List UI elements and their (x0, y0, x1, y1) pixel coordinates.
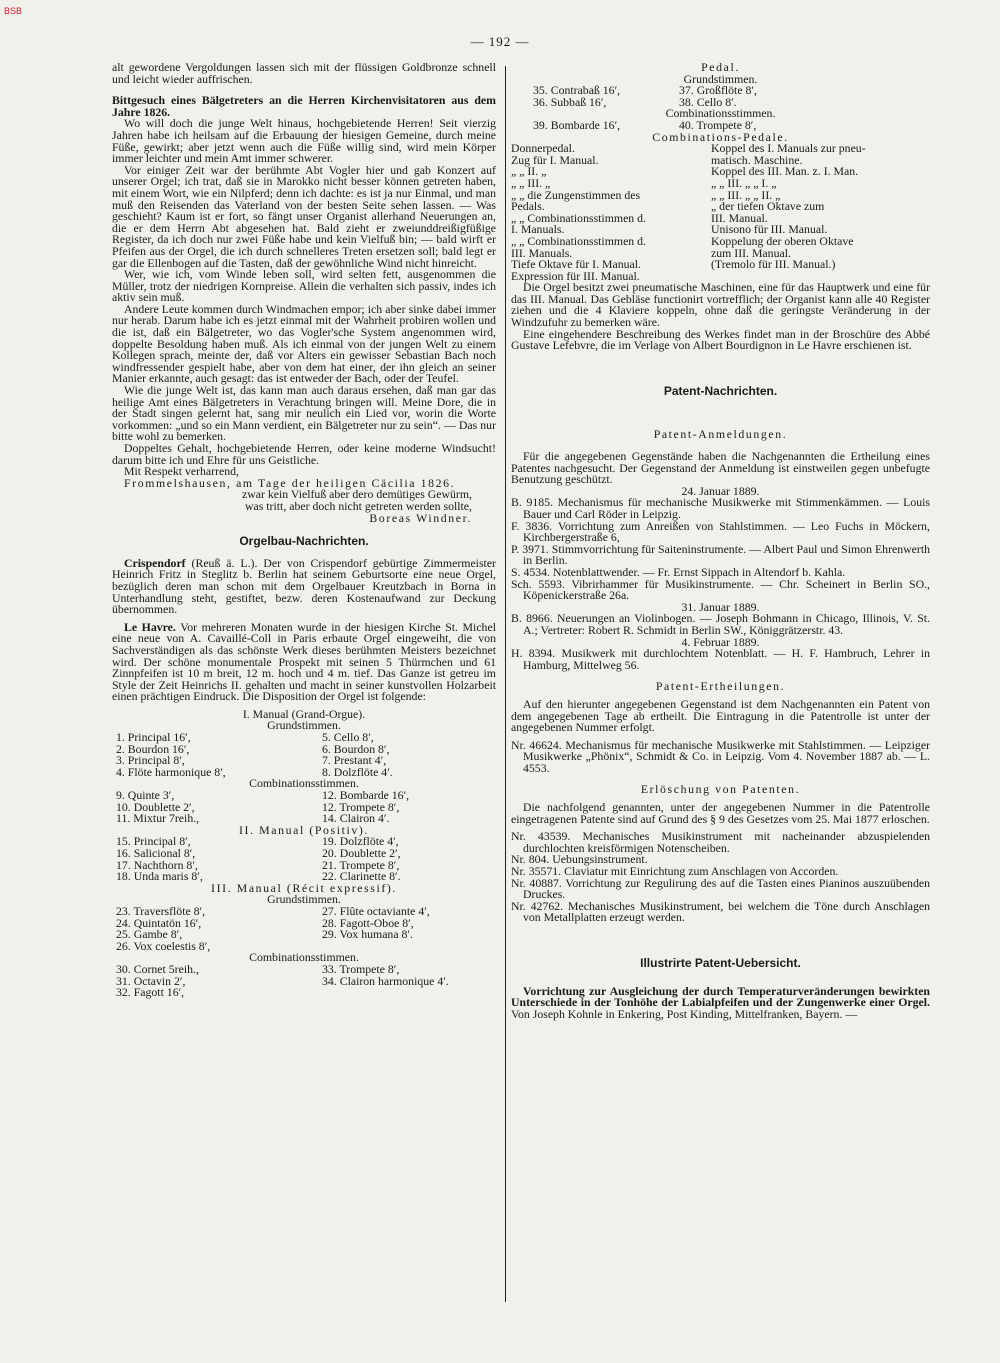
right-column (511, 62, 930, 1020)
table-cell: „ „ III. „ „ II. „ (711, 187, 781, 202)
patent-entry: Nr. 40887. Vorrichtung zur Regulirung des auf die Tasten eines Pianinos auszuübenden Druckes. (511, 875, 930, 902)
column-divider (505, 66, 506, 1302)
patent-heading: Patent-Nachrichten. (663, 383, 778, 398)
pedal-subtitle: Combinationsstimmen. (665, 106, 776, 121)
table-cell: Pedals. (511, 199, 545, 214)
left-column (112, 62, 496, 999)
stop-table (511, 85, 930, 108)
table-cell: 17. Nachthorn 8′, (116, 857, 198, 872)
combination-pedals-title: Combinations-Pedale. (652, 129, 789, 144)
table-cell (322, 987, 496, 999)
patent-entry: Nr. 42762. Mechanisches Musikinstrument, bei welchem die Töne durch Anschlagen von Metallplatten erzeugt werden. (511, 898, 930, 925)
table-cell: 32. Fagott 16′, (116, 985, 185, 1000)
pedal-title: Pedal. (701, 60, 740, 74)
table-cell: I. Manuals. (511, 222, 565, 237)
table-cell: „ „ Combinationsstimmen d. (511, 210, 646, 225)
patent-entry: P. 3971. Stimmvorrichtung für Saiteninstrumente. — Albert Paul und Simon Ehrenwerth in Berlin. (511, 541, 930, 568)
library-stamp: BSB (4, 6, 23, 16)
crispendorf-text: (Reuß ä. L.). Der von Crispendorf gebürtige Zimmermeister Heinrich Fritz in Steglitz b. Berlin hat seinem Geburtsorte eine neue Orgel, bezüglich deren man schon mit dem Orgelbauer Kreutzbach in Borna in Unterhandlung steht, gestiftet, bezw. deren Kostenaufwand zur Deckung übernommen. (112, 555, 496, 617)
petition-paragraph: Doppeltes Gehalt, hochgebietende Herren, oder keine moderne Windsucht! darum bitte ich und Ehre für uns Geistliche. (112, 441, 496, 467)
table-cell: 16. Salicional 8′, (116, 846, 196, 860)
table-cell: „ „ Combinationsstimmen d. (511, 233, 646, 248)
table-cell: 38. Cello 8′. (679, 94, 737, 109)
table-cell: 24. Quintatön 16′, (116, 915, 202, 930)
table-cell: 22. Clarinette 8′. (322, 869, 401, 884)
table-cell: „ „ die Zungenstimmen des (511, 187, 641, 202)
date-line: 31. Januar 1889. (681, 599, 760, 614)
petition-paragraph: Wer, wie ich, vom Winde leben soll, wird selten fett, ausgenommen die Müller, trotz der niedrigen Kornpreise. Allein die verhalten sich passiv, indes ich aktiv sein muß. (112, 267, 496, 305)
table-cell: 12. Bombarde 16′, (322, 788, 410, 803)
patent-list (511, 497, 930, 601)
paragraph: Für die angegebenen Gegenstände haben die Nachgenannten die Ertheilung eines Patentes nachgesucht. Der Gegenstand der Anmeldung ist einstweilen gegen unbefugte Benutzung geschützt. (511, 449, 930, 487)
patent-entry: Nr. 35571. Claviatur mit Einrichtung zum Anschlagen von Accorden. (511, 864, 839, 879)
table-cell: 40. Trompete 8′, (679, 117, 757, 132)
patent-entry: Nr. 46624. Mechanismus für mechanische Musikwerke mit Stahlstimmen. — Leipziger Musikwerke „Phönix“, Schmidt & Co. in Leipzig. Vom 4. November 1887 ab. — L. 4553. (511, 737, 930, 775)
table-cell: 2. Bourdon 16′, (116, 741, 190, 756)
pedal-subtitle: Grundstimmen. (683, 71, 758, 86)
table-cell: 25. Gambe 8′, (116, 927, 183, 942)
date-line: 4. Februar 1889. (681, 634, 760, 649)
uebersicht-heading: Illustrirte Patent-Uebersicht. (640, 956, 801, 970)
petition-body (112, 118, 496, 466)
patent-entry: H. 8394. Musikwerk mit durchlochtem Notenblatt. — H. F. Hambruch, Lehrer in Hamburg, Mittelweg 56. (511, 646, 930, 672)
paragraph: Auf den hierunter angegebenen Gegenstand ist dem Nachgenannten ein Patent von dem angegebenen Tage ab ertheilt. Die Eintragung in die Patentrolle ist unter der angegebenen Nummer erfolgt. (511, 696, 930, 735)
stop-table (112, 903, 496, 953)
final-text: Von Joseph Kohnle in Enkering, Post Kinding, Mittelfranken, Bayern. — (511, 1006, 858, 1021)
havre-text: Vor mehreren Monaten wurde in der hiesigen Kirche St. Michel eine neue von A. Cavaillé-Coll in Paris erbaute Orgel eingeweiht, die von Sachverständigen als das schönste Werk dieses berühmten Meisters bezeichnet wird. Der schöne monumentale Prospekt mit seinen 5 Thürmchen und 61 Zinnpfeifen ist 10 m breit, 12 m. hoch und 4 m. tief. Das Ganze ist getreu im Style der Zeit Heinrichs II. gehalten und macht in seiner kunstvollen Holzarbeit einen prächtigen Eindruck. Die Disposition der Orgel ist folgende: (112, 619, 496, 704)
patent-list (511, 613, 930, 636)
section-subtitle: Patent-Anmeldungen. (653, 427, 788, 442)
table-cell: Zug für I. Manual. (511, 152, 599, 167)
patent-entry: B. 9185. Mechanismus für mechanische Musikwerke mit Stimmenkämmen. — Louis Bauer und Carl Röder in Leipzig. (511, 495, 930, 521)
table-cell: 12. Trompete 8′, (322, 799, 400, 814)
combination-pedals-table (511, 143, 930, 282)
table-cell: 28. Fagott-Oboe 8′, (322, 915, 414, 930)
patent-entry: F. 3836. Vorrichtung zum Anreißen von Stahlstimmen. — Leo Fuchs in Möckern, Kirchbergerstraße 6, (511, 518, 930, 545)
crispendorf-article (112, 555, 496, 617)
petition-paragraph: Wo will doch die junge Welt hinaus, hochgebietende Herren! Seit vierzig Jahren habe ich heilsam auf die Erbauung der hiesigen Gemeine, durch meine Füße, gewirkt; aber jetzt wenn auch die Füße willig sind, wird mein Körper immer leichter und mein Amt immer schwerer. (112, 116, 496, 166)
table-cell: 39. Bombarde 16′, (533, 117, 621, 132)
section-subtitle: Erlöschung von Patenten. (640, 782, 801, 797)
final-title: Vorrichtung zur Ausgleichung der durch Temperaturveränderungen bewirkten Unterschiede in der Tonhöhe der Labialpfeifen und der Zungenwerke einer Orgel. (511, 983, 930, 1010)
table-cell: 19. Dolzflöte 4′, (322, 834, 399, 849)
table-cell: Koppelung der oberen Oktave (711, 233, 854, 248)
table-cell: 6. Bourdon 8′, (322, 741, 390, 756)
page-number: — 192 — (470, 34, 530, 49)
patent-list (511, 831, 930, 924)
patent-entry: Nr. 804. Uebungsinstrument. (511, 852, 648, 867)
table-cell: (Tremolo für III. Manual.) (711, 257, 836, 272)
havre-title: Le Havre. (124, 619, 176, 634)
table-cell: 4. Flöte harmonique 8′, (116, 764, 226, 779)
patent-entry: B. 8966. Neuerungen an Violinbogen. — Joseph Bohmann in Chicago, Illinois, V. St. A.; Vertreter: Robert R. Schmidt in Berlin SW., Königgrätzerstr. 43. (511, 611, 930, 637)
paragraph: Die nachfolgend genannten, unter der angegebenen Nummer in die Patentrolle eingetragenen Patente sind auf Grund des § 9 des Gesetzes vom 25. Mai 1877 erloschen. (511, 800, 930, 826)
patent-list (511, 648, 930, 671)
table-cell: 9. Quinte 3′, (116, 788, 175, 803)
signature-name: Boreas Windner. (369, 510, 472, 525)
stop-table (112, 790, 496, 825)
table-cell: 1. Principal 16′, (116, 730, 191, 745)
signature-line: was tritt, aber doch nicht getreten werden sollte, (244, 498, 472, 513)
table-cell: Koppel des I. Manuals zur pneu- (711, 141, 866, 156)
table-cell: 14. Clairon 4′. (322, 811, 390, 826)
petition-paragraph: Wie die junge Welt ist, das kann man auch daraus ersehen, daß man gar das heilige Amt eines Bälgetreters in Verachtung bringen will. Meine Dore, die in der Stadt singen gelernt hat, sang mir neulich ein Lied vor, worin die Worte vorkommen: „und so ein Mann verdient, ein Bälgetreter nur zu sein“. — Das nur bitte wohl zu bemerken. (112, 383, 496, 444)
crispendorf-title: Crispendorf (124, 555, 186, 570)
patent-entry: S. 4534. Notenblattwender. — Fr. Ernst Sippach in Altendorf b. Kahla. (511, 564, 846, 579)
table-cell: 36. Subbaß 16′, (533, 94, 607, 109)
table-cell: Tiefe Oktave für I. Manual. (511, 257, 641, 272)
stop-table (112, 836, 496, 882)
final-article (511, 983, 930, 1021)
manual-title: II. Manual (Positiv). (239, 822, 369, 837)
patent-entry: Sch. 5593. Vibrirhammer für Musikinstrumente. — Chr. Scheinert in Berlin SO., Köpenickerstraße 26a. (511, 576, 930, 603)
table-cell: matisch. Maschine. (711, 152, 803, 167)
table-cell: Donnerpedal. (511, 141, 575, 156)
manual-subtitle: Grundstimmen. (267, 718, 341, 733)
intro-text: alt gewordene Vergoldungen lassen sich mit der flüssigen Goldbronze schnell und leicht wieder auffrischen. (112, 60, 496, 86)
table-cell: 11. Mixtur 7reih., (116, 811, 200, 826)
section-subtitle: Patent-Ertheilungen. (655, 679, 786, 694)
table-cell: III. Manuals. (511, 245, 573, 260)
paragraph: Die Orgel besitzt zwei pneumatische Maschinen, eine für das Hauptwerk und eine für das III. Manual. Das Gebläse functionirt vortrefflich; der Organist kann alle 40 Register ziehen und die 4 Klaviere koppeln, ohne daß die geringste Veränderung in der Windzufuhr zu bemerken wäre. (511, 280, 930, 330)
table-cell: 7. Prestant 4′, (322, 753, 387, 768)
petition-title: Bittgesuch eines Bälgetreters an die Herren Kirchenvisitatoren aus dem Jahre 1826. (112, 93, 496, 119)
stop-table (112, 961, 496, 1000)
table-cell: III. Manual. (711, 210, 768, 225)
table-cell: 18. Unda maris 8′, (116, 869, 203, 884)
table-cell: 8. Dolzflöte 4′. (322, 764, 393, 779)
petition-paragraph: Andere Leute kommen durch Windmachen empor; ich aber sinke dabei immer nur herab. Darum habe ich es jetzt einmal mit der Wahrheit probiren wollen und die ist, daß ein Bälgetreter, wo das Vogler'sche System angenommen wird, doppelte Besoldung haben muß. Als ich einmal von der jungen Welt zu einem Kollegen sprach, meinte der, daß vor Alters ein gewisser Sebastian Bach noch windfressender gespielt habe, aber von dem hat einer, der ihn gleich an seiner Manier erkannte, auch gesagt: das ist entweder der Bach, oder der Teufel. (112, 301, 496, 386)
signature-line: Frommelshausen, am Tage der heiligen Cäcilia 1826. (124, 475, 456, 490)
table-cell: Unisono für III. Manual. (711, 222, 828, 237)
table-cell: 15. Principal 8′, (116, 834, 191, 849)
table-cell: Expression für III. Manual. (511, 268, 640, 283)
table-cell: „ der tiefen Oktave zum (711, 199, 825, 214)
havre-article (112, 619, 496, 704)
manual-subtitle: Grundstimmen. (267, 892, 341, 907)
paragraph: Eine eingehendere Beschreibung des Werkes findet man in der Broschüre des Abbé Gustave Lefebvre, die im Verlage von Albert Bourdignon in Le Havre erschienen ist. (511, 326, 930, 353)
table-cell: 10. Doublette 2′, (116, 799, 195, 814)
patent-entry: Nr. 43539. Mechanisches Musikinstrument mit nacheinander abzuspielenden durchlochten kreisförmigen Notenscheiben. (511, 829, 930, 855)
table-cell: Koppel des III. Man. z. I. Man. (711, 164, 859, 179)
table-cell: zum III. Manual. (711, 245, 791, 260)
signature-line: zwar kein Vielfuß aber dero demütiges Gewürm, (241, 487, 472, 502)
table-cell: 27. Flûte octaviante 4′, (322, 903, 430, 918)
table-cell: 31. Octavin 2′, (116, 973, 186, 988)
table-cell: 33. Trompete 8′, (322, 961, 400, 976)
table-cell: 20. Doublette 2′, (322, 846, 401, 860)
table-cell: „ „ II. „ (511, 164, 547, 179)
petition-paragraph: Vor einiger Zeit war der berühmte Abt Vogler hier und gab Konzert auf unserer Orgel; ich trat, daß sie in Marokko nicht besser können getreten haben, mit einem Wort, wie ein Nilpferd; denn ich dachte: es ist ja nur Einmal, und man muß den Reisenden das Vaterland von der besten Seite sehen lassen. — Was geschieht? Kaum ist er fort, so fängt unser Organist allerhand Neuerungen an, die er dem Herrn Abt abgesehen hat. Bald zieht er zweiunddreißigfüßige Register, da ich doch nur zwei Füße habe und kein Vielfuß bin; — bald wirft er Pfeifen aus der Orgel, die ich durch schnelleres Treten ersetzen soll; bald legt er gar die Ellenbogen auf die Tasten, daß der gewöhnliche Wind nicht hinreicht. (112, 162, 496, 270)
table-cell: 35. Contrabaß 16′, (533, 83, 621, 98)
manual-subtitle: Combinationsstimmen. (249, 950, 359, 965)
date-line: 24. Januar 1889. (681, 483, 760, 498)
orgelbau-heading: Orgelbau-Nachrichten. (239, 534, 369, 549)
manual-title: I. Manual (Grand-Orgue). (242, 706, 366, 721)
table-cell: „ „ III. „ (511, 175, 551, 190)
table-cell: 3. Principal 8′, (116, 753, 185, 768)
table-cell: 30. Cornet 5reih., (116, 961, 199, 976)
table-cell: „ „ III. „ „ I. „ (711, 175, 777, 190)
table-cell: 5. Cello 8′, (322, 730, 374, 745)
stop-table (112, 732, 496, 778)
table-cell: 37. Großflöte 8′, (679, 83, 757, 98)
manual-subtitle: Combinationsstimmen. (249, 776, 359, 791)
table-row (112, 987, 496, 999)
petition-closing: Mit Respekt verharrend, (124, 464, 239, 479)
manual-title: III. Manual (Récit expressif). (211, 880, 397, 895)
table-cell: 29. Vox humana 8′. (322, 927, 413, 942)
table-cell: 26. Vox coelestis 8′, (116, 938, 211, 953)
table-cell: 34. Clairon harmonique 4′. (322, 973, 449, 988)
table-cell: 23. Traversflöte 8′, (116, 903, 206, 918)
table-cell: 21. Trompete 8′, (322, 857, 400, 872)
